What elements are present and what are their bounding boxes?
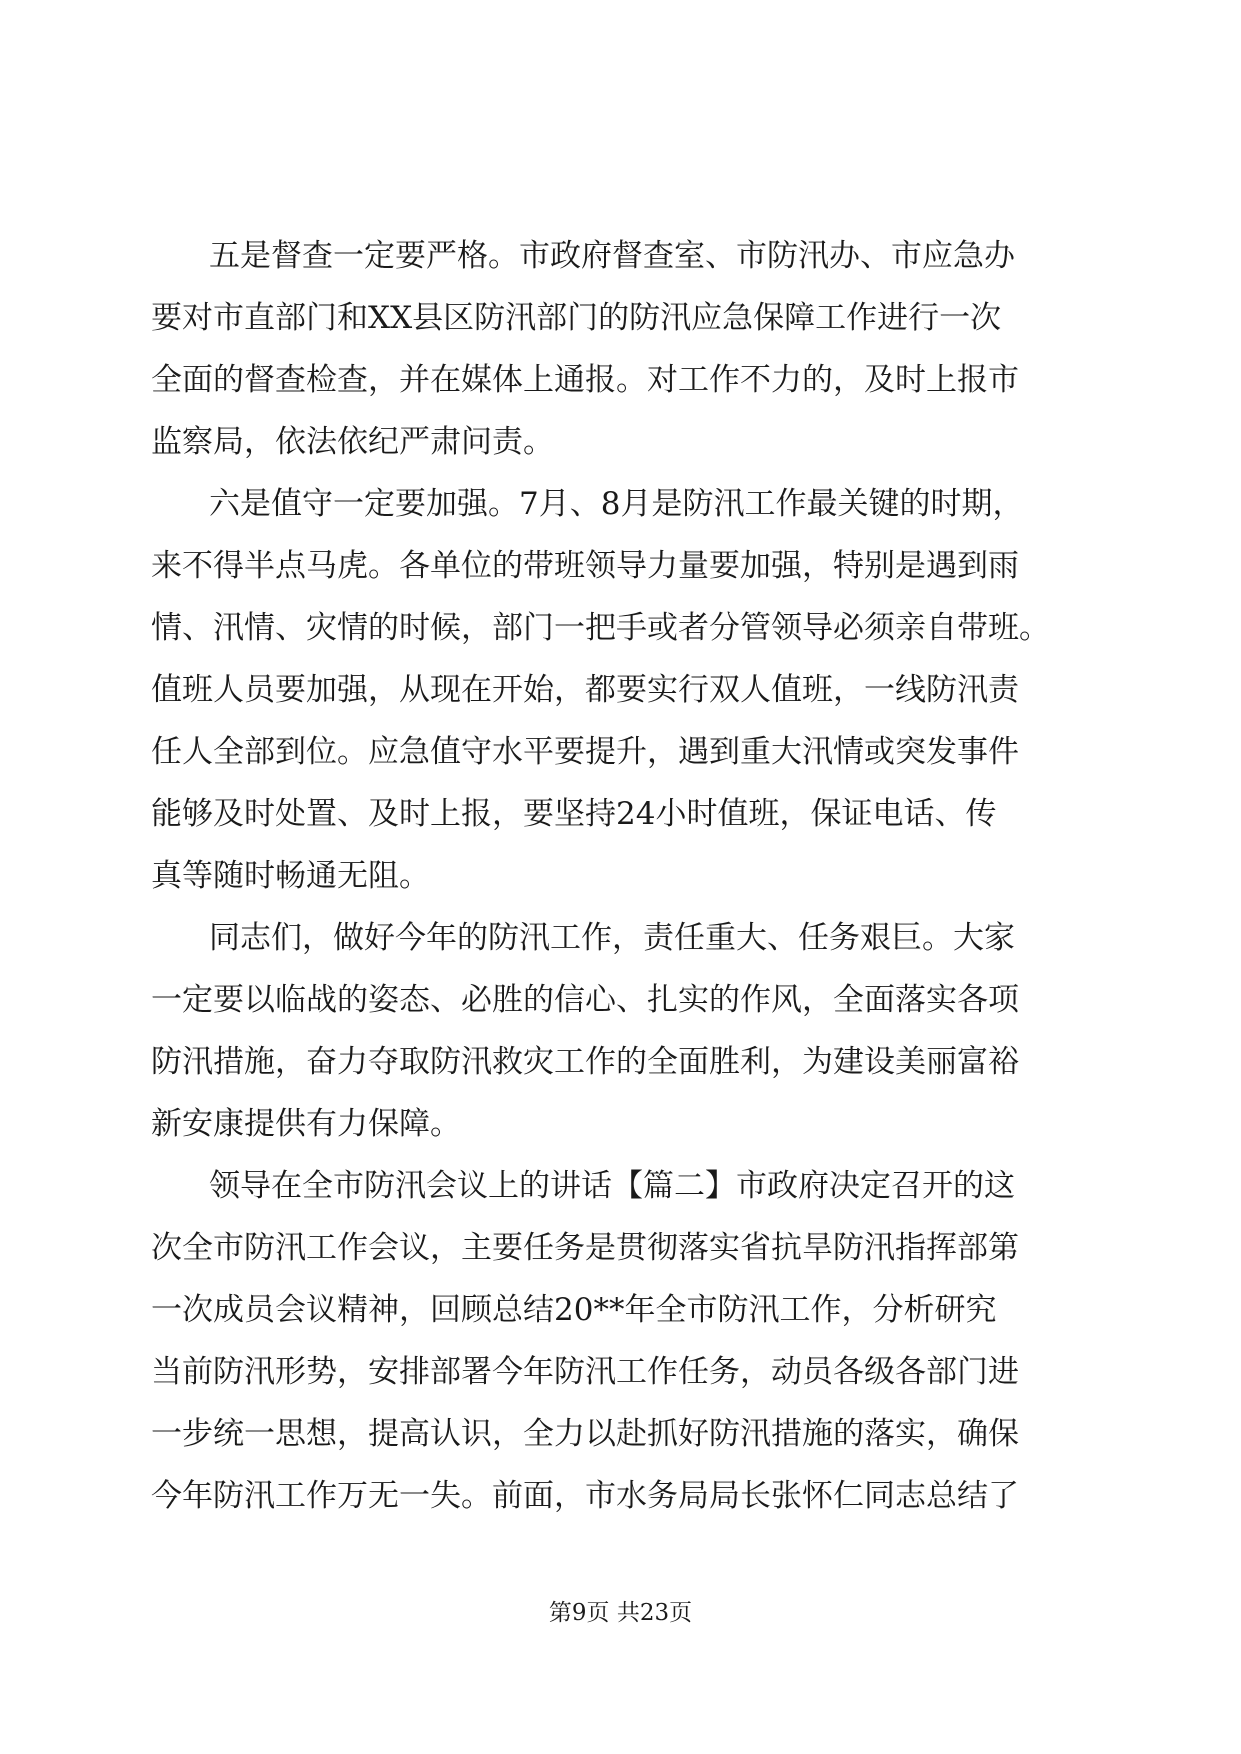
text-line [0, 908, 1241, 968]
text-line [0, 536, 1241, 596]
line-text: 监察局，依法依纪严肃问责。 [151, 424, 554, 460]
text-line [0, 1404, 1241, 1464]
line-text: 当前防汛形势，安排部署今年防汛工作任务，动员各级各部门进 [151, 1354, 1019, 1390]
line-text: 全面的督查检查，并在媒体上通报。对工作不力的，及时上报市 [151, 362, 1019, 398]
text-line [0, 226, 1241, 286]
text-line [0, 846, 1241, 906]
text-line [0, 1466, 1241, 1526]
text-line [0, 1218, 1241, 1278]
text-line [0, 474, 1241, 534]
line-text: 今年防汛工作万无一失。前面，市水务局局长张怀仁同志总结了 [151, 1478, 1019, 1514]
text-line [0, 1280, 1241, 1340]
text-line [0, 970, 1241, 1030]
line-text: 值班人员要加强，从现在开始，都要实行双人值班，一线防汛责 [151, 672, 1019, 708]
text-line [0, 412, 1241, 472]
line-text: 一次成员会议精神，回顾总结20**年全市防汛工作，分析研究 [151, 1292, 997, 1328]
text-line [0, 722, 1241, 782]
line-text: 一定要以临战的姿态、必胜的信心、扎实的作风，全面落实各项 [151, 982, 1019, 1018]
text-line [0, 660, 1241, 720]
text-line [0, 288, 1241, 348]
line-text: 六是值守一定要加强。7月、8月是防汛工作最关键的时期， [209, 486, 1024, 522]
text-line [0, 1156, 1241, 1216]
line-text: 同志们，做好今年的防汛工作，责任重大、任务艰巨。大家 [209, 920, 1015, 956]
text-line [0, 784, 1241, 844]
line-text: 来不得半点马虎。各单位的带班领导力量要加强，特别是遇到雨 [151, 548, 1019, 584]
line-text: 防汛措施，奋力夺取防汛救灾工作的全面胜利，为建设美丽富裕 [151, 1044, 1019, 1080]
line-text: 情、汛情、灾情的时候，部门一把手或者分管领导必须亲自带班。 [151, 610, 1050, 646]
line-text: 一步统一思想，提高认识，全力以赴抓好防汛措施的落实，确保 [151, 1416, 1019, 1452]
line-text: 真等随时畅通无阻。 [151, 858, 430, 894]
line-text: 领导在全市防汛会议上的讲话【篇二】市政府决定召开的这 [209, 1168, 1015, 1204]
page-number: 第9页 共23页 [548, 1600, 693, 1626]
text-line [0, 1094, 1241, 1154]
line-text: 次全市防汛工作会议，主要任务是贯彻落实省抗旱防汛指挥部第 [151, 1230, 1019, 1266]
line-text: 能够及时处置、及时上报，要坚持24小时值班，保证电话、传 [151, 796, 997, 832]
line-text: 任人全部到位。应急值守水平要提升，遇到重大汛情或突发事件 [151, 734, 1019, 770]
line-text: 要对市直部门和XX县区防汛部门的防汛应急保障工作进行一次 [151, 300, 1002, 336]
line-text: 五是督查一定要严格。市政府督查室、市防汛办、市应急办 [209, 238, 1015, 274]
text-line [0, 1032, 1241, 1092]
text-line [0, 350, 1241, 410]
text-line [0, 1342, 1241, 1402]
line-text: 新安康提供有力保障。 [151, 1106, 461, 1142]
text-line [0, 598, 1241, 658]
